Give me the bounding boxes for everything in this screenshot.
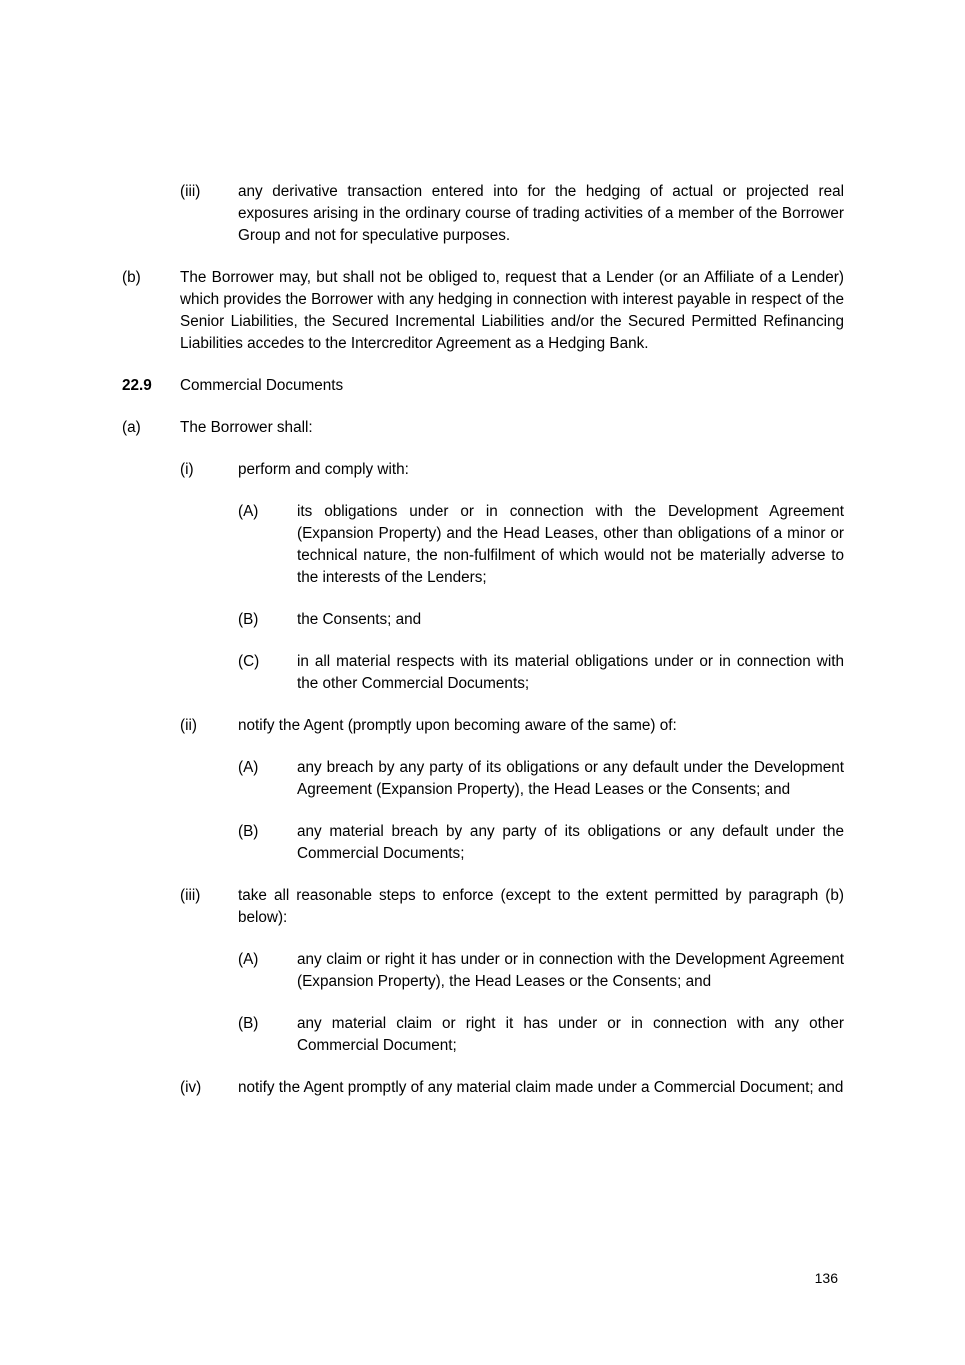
page-number: 136 (814, 1270, 838, 1286)
clause-text: any derivative transaction entered into for the hedging of actual or projected real exposures arising in the ordinary course of trading activities of a member of the Borrower Group and not for speculative purposes. (238, 183, 844, 244)
clause-i-A-obligations (238, 501, 844, 589)
clause-marker: (ii) (180, 717, 197, 734)
section-number: 22.9 (122, 377, 152, 394)
clause-marker: (a) (122, 419, 141, 436)
clause-text: its obligations under or in connection with the Development Agreement (Expansion Property) and the Head Leases, other than obligations of a minor or technical nature, the non-fulfilment of which would not be materially adverse to the interests of the Lenders; (297, 503, 844, 586)
clause-marker: (B) (238, 1015, 259, 1032)
clause-text: any material breach by any party of its obligations or any default under the Commercial Documents; (297, 823, 844, 862)
clause-i-B-consents (238, 609, 844, 631)
clause-i-C-material-respects (238, 651, 844, 695)
clause-iv-notify-agent-promptly (180, 1077, 844, 1099)
clause-i-perform-comply (180, 459, 844, 481)
clause-ii-A-any-breach (238, 757, 844, 801)
clause-marker: (b) (122, 269, 141, 286)
clause-a-borrower-shall (122, 417, 844, 439)
clause-ii-notify-agent (180, 715, 844, 737)
clause-text: take all reasonable steps to enforce (except to the extent permitted by paragraph (b) below): (238, 887, 844, 926)
clause-text: any claim or right it has under or in connection with the Development Agreement (Expansion Property), the Head Leases or the Consents; and (297, 951, 844, 990)
clause-marker: (B) (238, 611, 259, 628)
clause-text: the Consents; and (297, 611, 422, 628)
clause-marker: (iii) (180, 887, 201, 904)
clause-marker: (B) (238, 823, 259, 840)
clause-iii-reasonable-steps (180, 885, 844, 929)
section-title: Commercial Documents (180, 377, 344, 394)
clause-text: notify the Agent (promptly upon becoming aware of the same) of: (238, 717, 677, 734)
clause-marker: (iv) (180, 1079, 202, 1096)
clause-iii-B-material-claim (238, 1013, 844, 1057)
clause-iii-derivative-transaction (180, 181, 844, 247)
clause-ii-B-material-breach (238, 821, 844, 865)
clause-marker: (i) (180, 461, 194, 478)
clause-marker: (A) (238, 759, 259, 776)
clause-iii-A-any-claim (238, 949, 844, 993)
clause-marker: (iii) (180, 183, 201, 200)
clause-text: The Borrower may, but shall not be obliged to, request that a Lender (or an Affiliate of a Lender) which provides the Borrower with any hedging in connection with interest payable in respect of the Senior Liabilities, the Secured Incremental Liabilities and/or the Secured Permitted Refinancing Liabilities accedes to the Intercreditor Agreement as a Hedging Bank. (180, 269, 844, 352)
clause-text: The Borrower shall: (180, 419, 313, 436)
clause-text: notify the Agent promptly of any material claim made under a Commercial Document; and (238, 1079, 844, 1096)
section-heading-commercial-documents (122, 375, 844, 397)
clause-b-borrower-request (122, 267, 844, 355)
clause-text: in all material respects with its material obligations under or in connection with the other Commercial Documents; (297, 653, 844, 692)
clause-text: perform and comply with: (238, 461, 409, 478)
clause-text: any material claim or right it has under or in connection with any other Commercial Document; (297, 1015, 844, 1054)
clause-marker: (A) (238, 951, 259, 968)
clause-marker: (A) (238, 503, 259, 520)
clause-text: any breach by any party of its obligations or any default under the Development Agreement (Expansion Property), the Head Leases or the Consents; and (297, 759, 844, 798)
clause-marker: (C) (238, 653, 260, 670)
